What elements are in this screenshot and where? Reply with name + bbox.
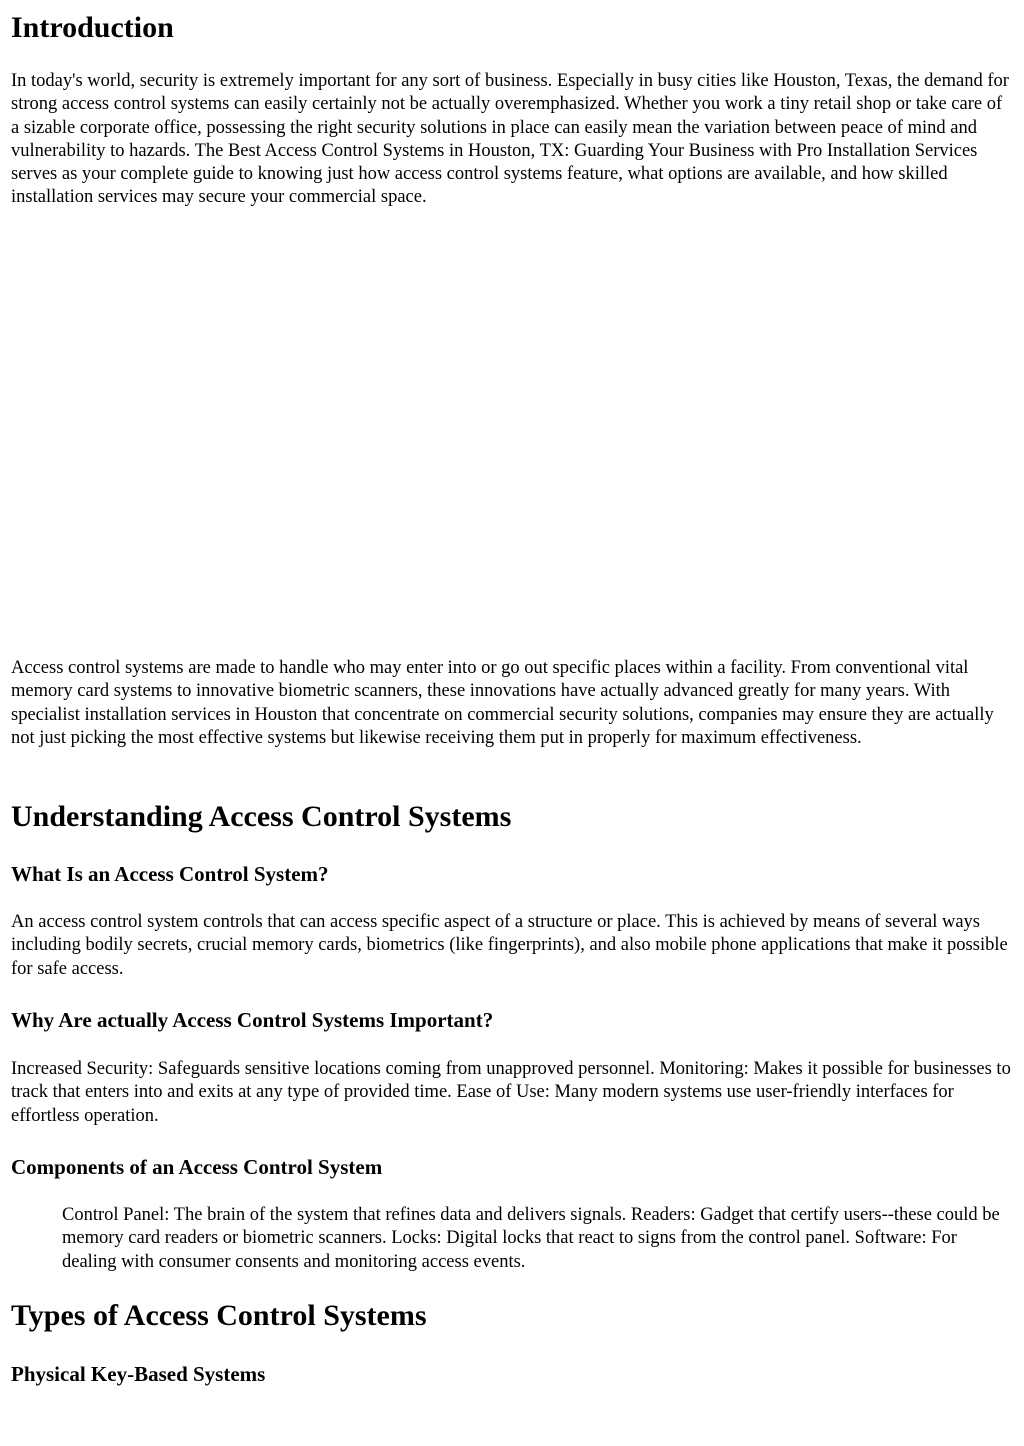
blank-media-area — [11, 222, 1014, 652]
components-heading: Components of an Access Control System — [11, 1155, 383, 1179]
understanding-heading: Understanding Access Control Systems — [11, 800, 512, 833]
what-is-paragraph: An access control system controls that can access specific aspect of a structure or place. This is achieved by means of several ways including bodily secrets, crucial memory cards, biometrics (like fingerprints), and also mobile phone applications that make it possible for safe access. — [11, 912, 1008, 979]
introduction-paragraph: In today's world, security is extremely important for any sort of business. Especially in busy cities like Houston, Texas, the demand for strong access control systems can easily certainly not be actually overemphasized. Whether you work a tiny retail shop or take care of a sizable corporate office, possessing the right security solutions in place can easily mean the variation between peace of mind and vulnerability to hazards. The Best Access Control Systems in Houston, TX: Guarding Your Business with Pro Installation Services serves as your complete guide to knowing just how access control systems feature, what options are available, and how skilled installation services may secure your commercial space. — [11, 71, 1009, 208]
types-heading: Types of Access Control Systems — [11, 1299, 427, 1332]
what-is-heading: What Is an Access Control System? — [11, 862, 329, 886]
components-paragraph: Control Panel: The brain of the system that refines data and delivers signals. Readers: Gadget that certify users--these could be memory card readers or biometric scanners. Locks: Digital locks that react to signs from the control panel. Software: For dealing with consumer consents and monitoring access events. — [62, 1205, 1000, 1272]
why-important-heading: Why Are actually Access Control Systems Important? — [11, 1008, 494, 1032]
introduction-heading: Introduction — [11, 11, 174, 44]
components-blockquote — [62, 1204, 1014, 1274]
why-important-paragraph: Increased Security: Safeguards sensitive locations coming from unapproved personnel. Monitoring: Makes it possible for businesses to track that enters into and exits at any type of provided time. Ease of Use: Many modern systems use user-friendly interfaces for effortless operation. — [11, 1059, 1011, 1126]
physical-key-heading: Physical Key-Based Systems — [11, 1362, 266, 1386]
access-control-paragraph: Access control systems are made to handle who may enter into or go out specific places within a facility. From conventional vital memory card systems to innovative biometric scanners, these innovations have actually advanced greatly for many years. With specialist installation services in Houston that concentrate on commercial security solutions, companies may ensure they are actually not just picking the most effective systems but likewise receiving them put in properly for maximum effectiveness. — [11, 658, 994, 748]
